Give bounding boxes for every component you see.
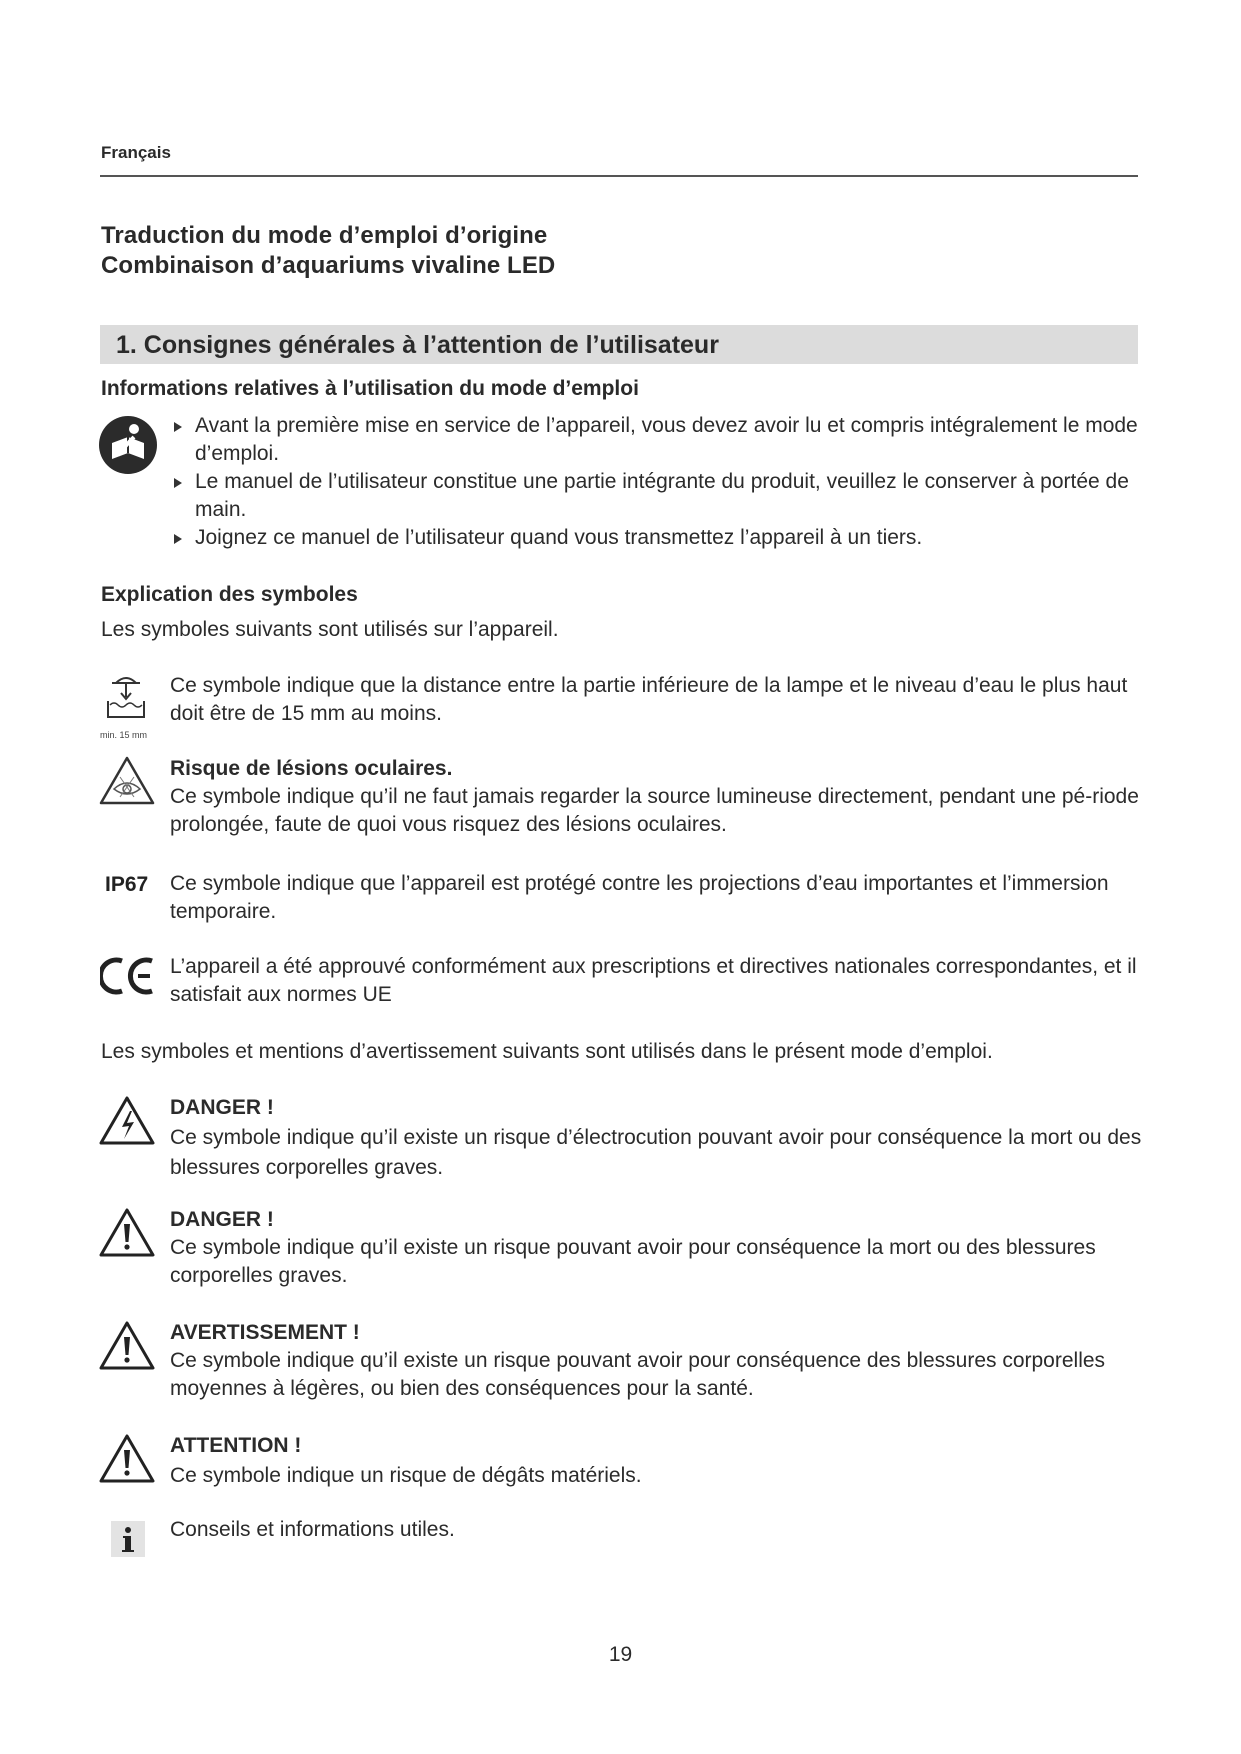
document-title-line2: Combinaison d’aquariums vivaline LED xyxy=(101,252,556,279)
page-number: 19 xyxy=(608,1643,633,1666)
electric-hazard-icon xyxy=(98,1095,156,1147)
symbol-ce-text: L’appareil a été approuvé conformément aux prescriptions et directives nationales correspondantes, et il satisfait aux normes UE xyxy=(170,955,1137,1006)
warning-electric-text: Ce symbole indique qu’il existe un risque d’électrocution pouvant avoir pour conséquence la mort ou des blessures corporelles graves. xyxy=(170,1126,1142,1179)
symbol-eye-title: Risque de lésions oculaires. xyxy=(170,757,453,780)
warning-attention-title: ATTENTION ! xyxy=(170,1434,302,1457)
symbol-distance-text: Ce symbole indique que la distance entre la partie inférieure de la lampe et le niveau d’eau le plus haut doit être de 15 mm au moins. xyxy=(170,674,1128,725)
symbol-eye-text: Ce symbole indique qu’il ne faut jamais regarder la source lumineuse directement, pendant une pé-riode prolongée, faute de quoi vous risquez des lésions oculaires. xyxy=(170,785,1139,836)
bullet-item: Joignez ce manuel de l’utilisateur quand vous transmettez l’appareil à un tiers. xyxy=(172,524,1142,552)
warning-attention-text: Ce symbole indique un risque de dégâts matériels. xyxy=(170,1464,642,1487)
info-icon xyxy=(111,1521,145,1557)
bullet-item: Avant la première mise en service de l’appareil, vous devez avoir lu et compris intégralement le mode d’emploi. xyxy=(172,412,1142,468)
document-title-line1: Traduction du mode d’emploi d’origine xyxy=(101,222,548,249)
warning-danger-text: Ce symbole indique qu’il existe un risque pouvant avoir pour conséquence la mort ou des blessures corporelles graves. xyxy=(170,1236,1096,1287)
warning-avertissement xyxy=(170,1319,1145,1403)
symbol-ip67-text: Ce symbole indique que l’appareil est protégé contre les projections d’eau importantes et l’immersion temporaire. xyxy=(170,872,1109,923)
header-divider xyxy=(100,175,1138,177)
warning-avertissement-title: AVERTISSEMENT ! xyxy=(170,1321,360,1344)
warning-danger xyxy=(170,1206,1145,1290)
language-label: Français xyxy=(101,143,171,162)
subheading-symbols: Explication des symboles xyxy=(101,583,358,606)
ce-mark-icon xyxy=(100,955,156,997)
warning-danger-title: DANGER ! xyxy=(170,1208,274,1231)
info-text: Conseils et informations utiles. xyxy=(170,1518,455,1541)
warning-triangle-icon xyxy=(98,1207,156,1259)
warning-triangle-icon xyxy=(98,1433,156,1485)
eye-warning-icon xyxy=(98,755,156,807)
warning-triangle-icon xyxy=(98,1320,156,1372)
warning-avertissement-text: Ce symbole indique qu’il existe un risque pouvant avoir pour conséquence des blessures corporelles moyennes à légères, ou bien des conséquences pour la santé. xyxy=(170,1349,1106,1400)
min-distance-label: min. 15 mm xyxy=(100,730,148,740)
warning-electric xyxy=(170,1093,1145,1183)
subheading-manual-usage: Informations relatives à l’utilisation du mode d’emploi xyxy=(101,377,639,400)
water-distance-icon xyxy=(104,673,148,728)
read-manual-icon xyxy=(98,415,158,475)
warnings-intro: Les symboles et mentions d’avertissement suivants sont utilisés dans le présent mode d’emploi. xyxy=(101,1040,993,1063)
ip67-label: IP67 xyxy=(105,873,149,896)
manual-usage-list xyxy=(172,412,1142,552)
section-heading: 1. Consignes générales à l’attention de l’utilisateur xyxy=(116,331,719,359)
symbol-eye-warning xyxy=(170,755,1145,839)
warning-attention xyxy=(170,1431,1145,1491)
warning-electric-title: DANGER ! xyxy=(170,1096,274,1119)
bullet-item: Le manuel de l’utilisateur constitue une partie intégrante du produit, veuillez le conserver à portée de main. xyxy=(172,468,1142,524)
symbols-intro: Les symboles suivants sont utilisés sur l’appareil. xyxy=(101,618,559,641)
